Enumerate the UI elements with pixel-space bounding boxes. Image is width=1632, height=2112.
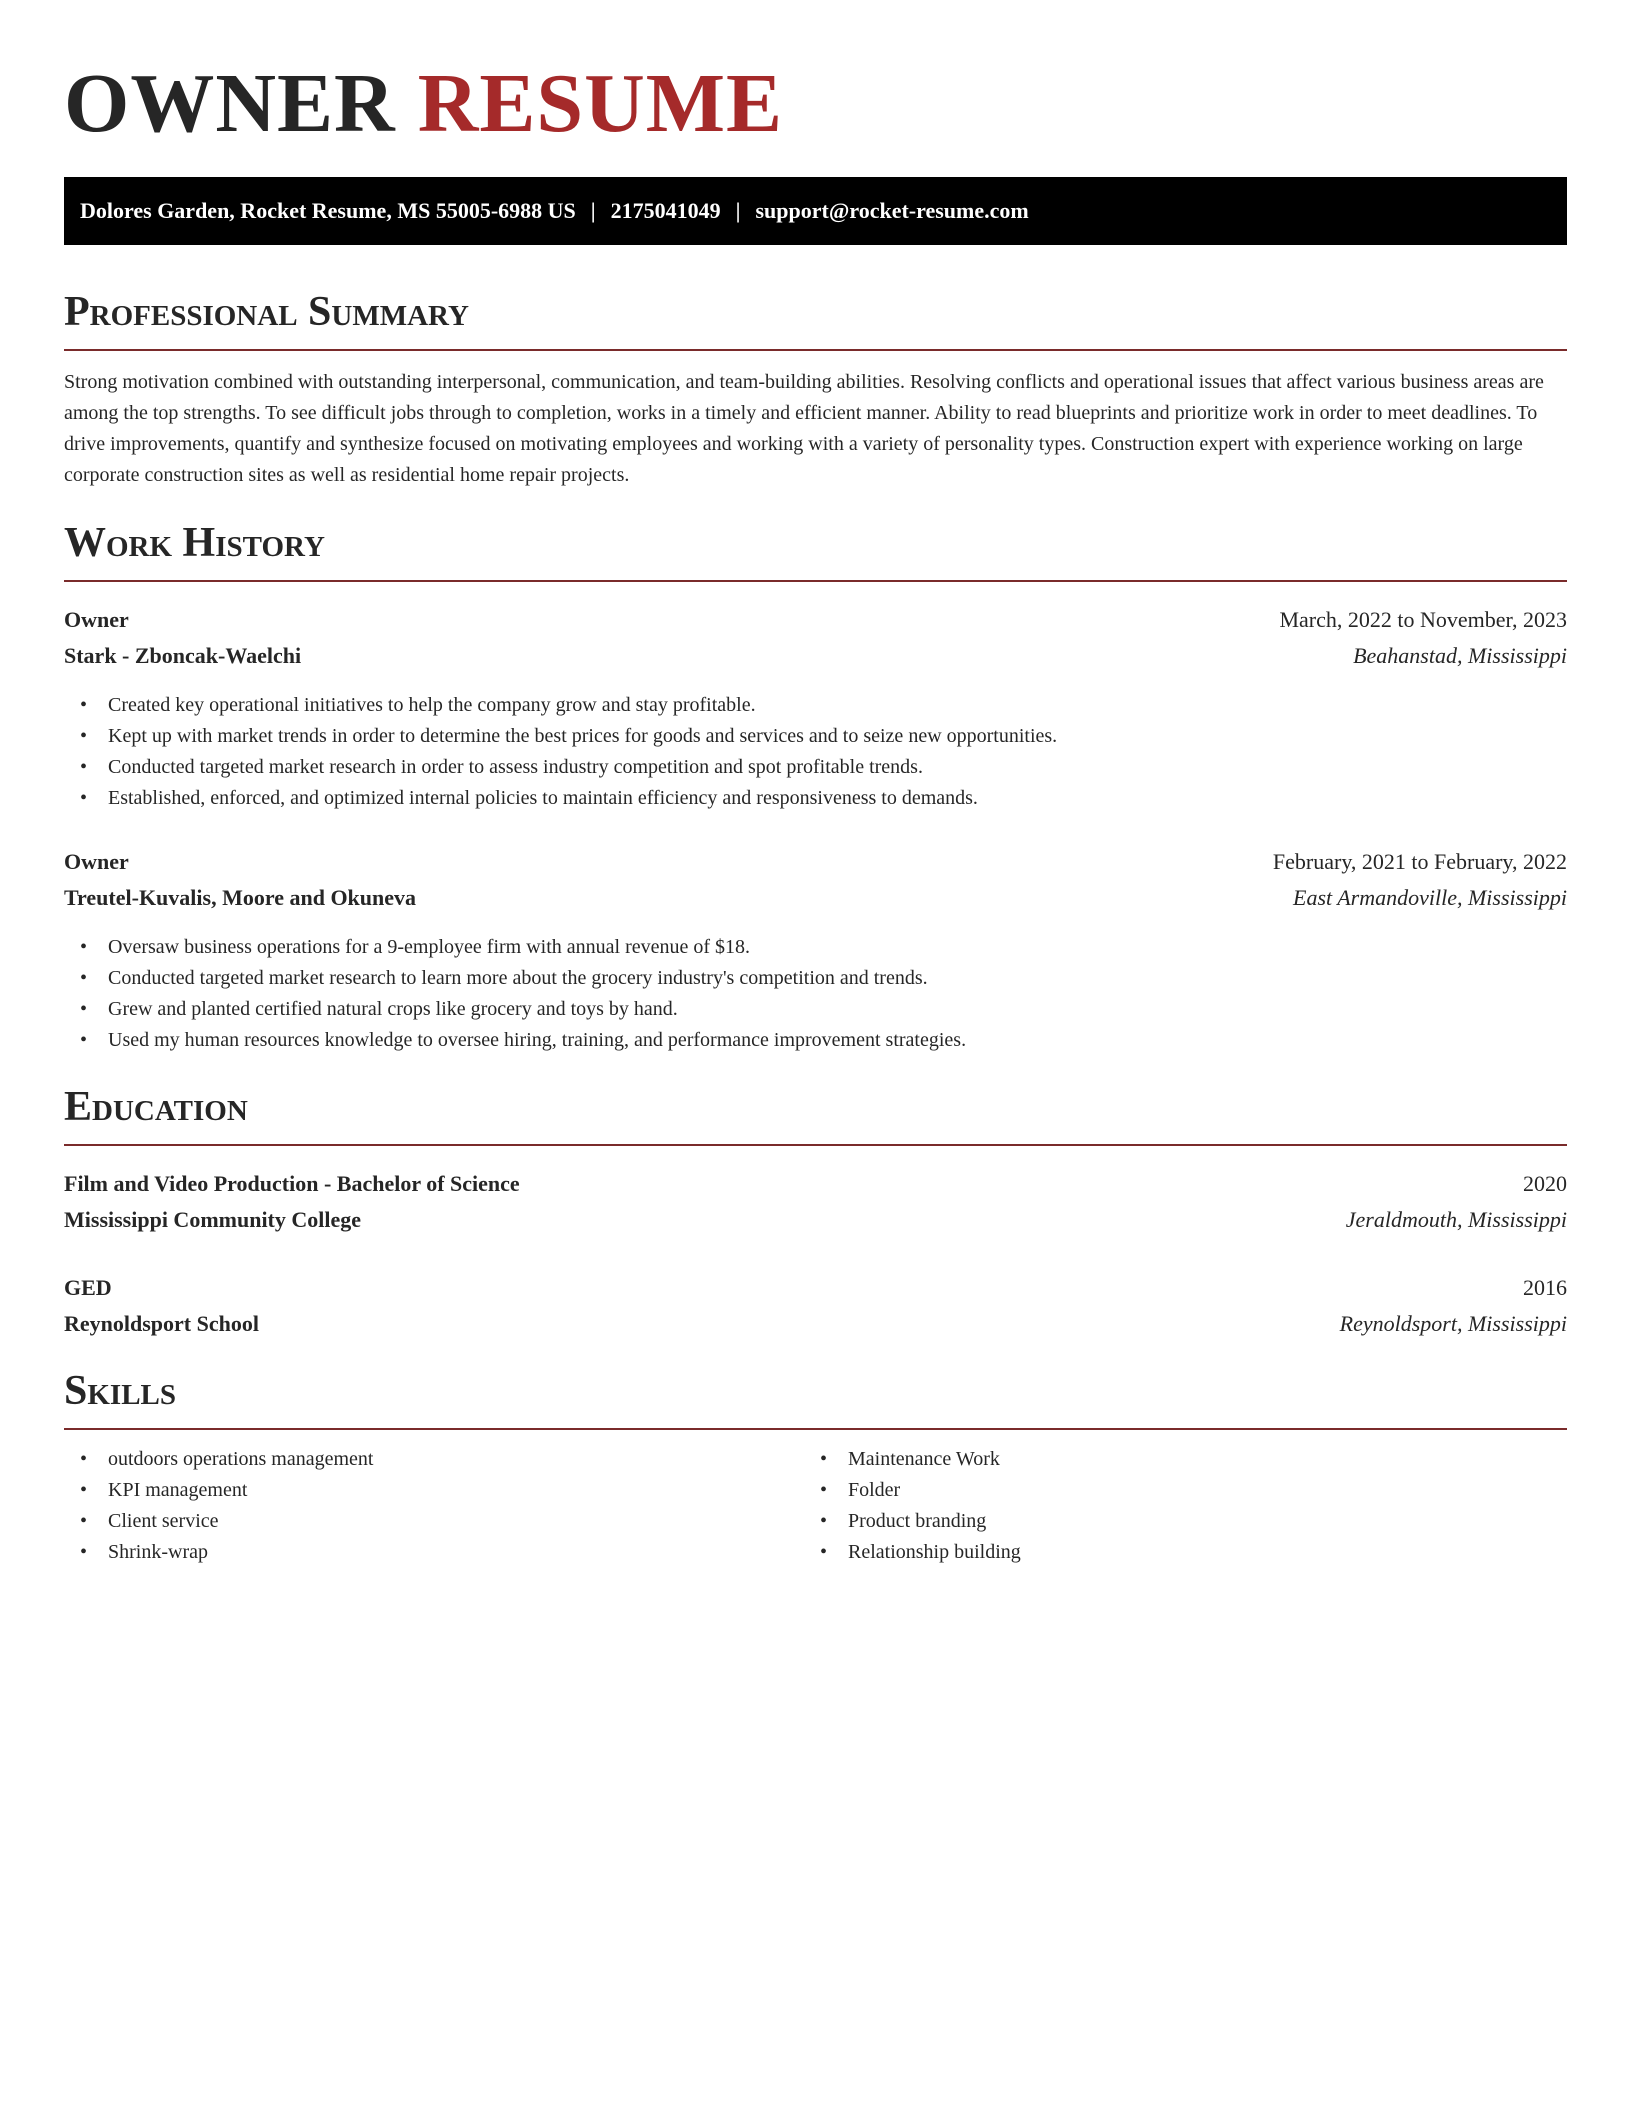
bullet-dot: • <box>80 1029 88 1051</box>
education-entry <box>64 1270 1567 1342</box>
skill-item: Folder <box>848 1479 901 1501</box>
bullet-dot: • <box>80 725 88 747</box>
job-company: Stark - Zboncak-Waelchi <box>64 643 302 668</box>
skill-item: outdoors operations management <box>108 1448 374 1470</box>
bullet-dot: • <box>80 1448 88 1470</box>
degree-name: Film and Video Production - Bachelor of Science <box>64 1171 520 1196</box>
skill-item: Shrink-wrap <box>108 1541 208 1563</box>
school-name: Mississippi Community College <box>64 1207 362 1232</box>
title-part2: RESUME <box>417 57 784 150</box>
bullet-dot: • <box>820 1479 828 1501</box>
summary-heading: Professional Summary <box>64 289 1567 351</box>
contact-address: Dolores Garden, Rocket Resume, MS 55005-6988 US <box>80 198 576 223</box>
skill-item: Relationship building <box>848 1541 1021 1563</box>
skill-item: Client service <box>108 1510 219 1532</box>
bullet-dot: • <box>80 1541 88 1563</box>
bullet-dot: • <box>80 967 88 989</box>
job-bullets <box>64 690 1567 814</box>
contact-email[interactable]: support@rocket-resume.com <box>755 198 1029 223</box>
education-heading: Education <box>64 1084 1567 1146</box>
resume-page <box>64 0 1567 1568</box>
contact-separator: | <box>735 198 741 223</box>
bullet-dot: • <box>80 998 88 1020</box>
contact-separator: | <box>590 198 596 223</box>
job-dates: February, 2021 to February, 2022 <box>1272 849 1567 874</box>
job-title: Owner <box>64 607 129 632</box>
bullet-text: Conducted targeted market research to learn more about the grocery industry's competition and trends. <box>108 967 928 989</box>
skills-list <box>64 1444 1567 1568</box>
resume-title <box>64 57 1567 150</box>
job-title: Owner <box>64 849 129 874</box>
summary-text: Strong motivation combined with outstanding interpersonal, communication, and team-building abilities. Resolving conflicts and operational issues that affect various business areas are among the top strengths. To see difficult jobs through to completion, works in a timely and efficient manner. Ability to read blueprints and prioritize work in order to meet deadlines. To drive improvements, quantify and synthesize focused on motivating employees and working with a variety of personality types. Construction expert with experience working on large corporate construction sites as well as residential home repair projects. <box>64 371 1544 486</box>
skills-column-right <box>804 1444 1544 1568</box>
bullet-text: Kept up with market trends in order to determine the best prices for goods and services and to seize new opportunities. <box>108 725 1058 747</box>
bullet-dot: • <box>80 1479 88 1501</box>
education-entry <box>64 1166 1567 1238</box>
bullet-text: Created key operational initiatives to help the company grow and stay profitable. <box>108 694 756 716</box>
job-entry <box>64 844 1567 1056</box>
list-item <box>64 783 1567 814</box>
list-item <box>64 1506 804 1537</box>
job-bullets <box>64 932 1567 1056</box>
list-item <box>804 1475 1544 1506</box>
skills-heading: Skills <box>64 1368 1567 1430</box>
job-company: Treutel-Kuvalis, Moore and Okuneva <box>64 885 417 910</box>
job-entry <box>64 602 1567 814</box>
list-item <box>804 1444 1544 1475</box>
contact-phone[interactable]: 2175041049 <box>610 198 721 223</box>
list-item <box>64 721 1567 752</box>
skill-item: Product branding <box>848 1510 987 1532</box>
list-item <box>64 1444 804 1475</box>
bullet-text: Established, enforced, and optimized internal policies to maintain efficiency and responsiveness to demands. <box>108 787 978 809</box>
school-location: Reynoldsport, Mississippi <box>1339 1311 1567 1336</box>
skills-column-left <box>64 1444 804 1568</box>
job-location: East Armandoville, Mississippi <box>1293 885 1567 910</box>
bullet-text: Grew and planted certified natural crops like grocery and toys by hand. <box>108 998 678 1020</box>
bullet-dot: • <box>820 1448 828 1470</box>
skill-item: KPI management <box>108 1479 248 1501</box>
title-part1: OWNER <box>64 57 396 150</box>
bullet-dot: • <box>80 787 88 809</box>
bullet-text: Oversaw business operations for a 9-employee firm with annual revenue of $18. <box>108 936 751 958</box>
school-name: Reynoldsport School <box>64 1311 259 1336</box>
job-dates: March, 2022 to November, 2023 <box>1279 607 1567 632</box>
school-location: Jeraldmouth, Mississippi <box>1345 1207 1567 1232</box>
work-history-heading: Work History <box>64 520 1567 582</box>
list-item <box>64 994 1567 1025</box>
list-item <box>804 1506 1544 1537</box>
bullet-dot: • <box>80 694 88 716</box>
bullet-dot: • <box>820 1541 828 1563</box>
list-item <box>64 752 1567 783</box>
skill-item: Maintenance Work <box>848 1448 1000 1470</box>
graduation-year: 2016 <box>1523 1275 1567 1300</box>
list-item <box>64 1025 1567 1056</box>
list-item <box>64 932 1567 963</box>
job-location: Beahanstad, Mississippi <box>1353 643 1567 668</box>
bullet-dot: • <box>80 756 88 778</box>
list-item <box>64 1537 804 1568</box>
bullet-text: Conducted targeted market research in order to assess industry competition and spot profitable trends. <box>108 756 923 778</box>
bullet-dot: • <box>820 1510 828 1532</box>
list-item <box>64 1475 804 1506</box>
bullet-text: Used my human resources knowledge to oversee hiring, training, and performance improvement strategies. <box>108 1029 967 1051</box>
degree-name: GED <box>64 1275 112 1300</box>
list-item <box>64 690 1567 721</box>
bullet-dot: • <box>80 1510 88 1532</box>
list-item <box>804 1537 1544 1568</box>
list-item <box>64 963 1567 994</box>
contact-bar <box>64 177 1567 245</box>
graduation-year: 2020 <box>1523 1171 1567 1196</box>
bullet-dot: • <box>80 936 88 958</box>
